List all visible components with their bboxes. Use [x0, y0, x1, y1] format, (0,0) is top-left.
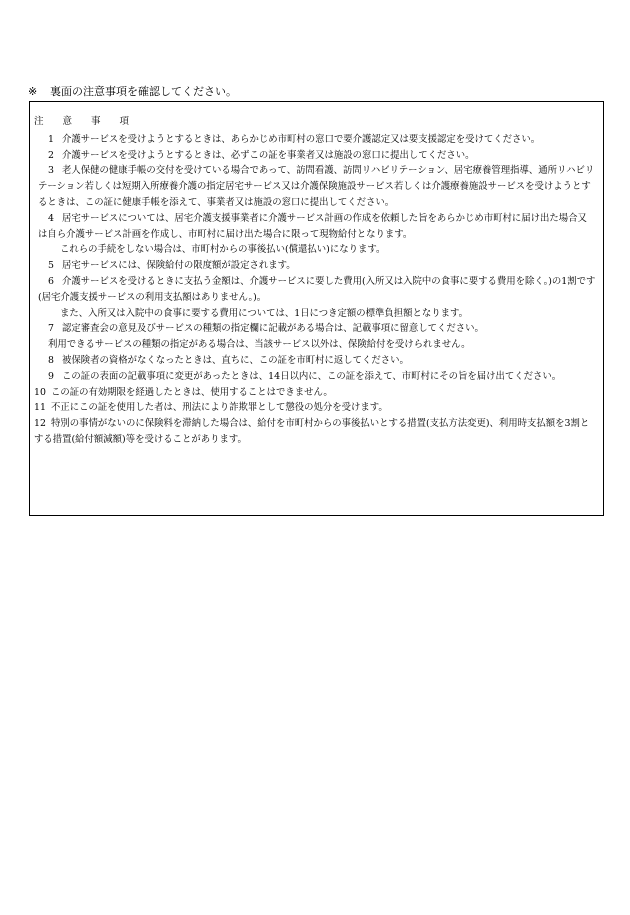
note-text: この証の有効期限を経過したときは、使用することはできません。	[50, 386, 333, 398]
note-text: これらの手続をしない場合は、市町村からの事後払い(償還払い)になります。	[60, 244, 386, 256]
notice-text: 裏面の注意事項を確認してください。	[50, 85, 237, 98]
note-number: 2	[48, 149, 54, 161]
note-item-7	[34, 321, 596, 337]
note-item-7-sub	[34, 337, 596, 353]
note-number: 4	[48, 212, 54, 224]
note-item-5	[34, 258, 596, 274]
note-text: 被保険者の資格がなくなったときは、直ちに、この証を市町村に返してください。	[62, 354, 409, 366]
note-item-6	[34, 274, 596, 306]
note-text: 特別の事情がないのに保険料を滞納した場合は、給付を市町村からの事後払いとする措置(支払方法変更)、利用時支払額を3割とする措置(給付額減額)等を受けることがあります。	[34, 418, 590, 445]
back-side-notice	[28, 85, 237, 99]
note-text: 居宅サービスについては、居宅介護支援事業者に介護サービス計画の作成を依頼した旨をあらかじめ市町村に届け出た場合又は自ら介護サービス計画を作成し、市町村に届け出た場合に限って現物給付となります。	[38, 212, 587, 240]
note-item-8	[34, 353, 596, 369]
note-number: 12	[34, 418, 46, 430]
note-text: 老人保健の健康手帳の交付を受けている場合であって、訪問看護、訪問リハビリテーション、居宅療養管理指導、通所リハビリテーション若しくは短期入所療養介護の指定居宅サービス又は介護保険施設サービス若しくは介護療養施設サービスを受けようとするときは、この証に健康手帳を添えて、事業者又は施設の窓口に提出してください。	[38, 165, 595, 208]
note-number: 10	[34, 386, 46, 398]
note-item-12	[34, 416, 596, 448]
note-item-4	[34, 211, 596, 243]
note-text: 認定審査会の意見及びサービスの種類の指定欄に記載がある場合は、記載事項に留意してください。	[62, 323, 484, 335]
note-text: 介護サービスを受けるときに支払う金額は、介護サービスに要した費用(入所又は入院中の食事に要する費用を除く。)の1割です(居宅介護支援サービスの利用支払額はありません。)。	[38, 275, 596, 303]
note-number: 11	[34, 402, 46, 414]
note-number: 9	[48, 370, 54, 382]
note-number: 8	[48, 354, 54, 366]
note-item-1	[34, 132, 596, 148]
note-text: 利用できるサービスの種類の指定がある場合は、当該サービス以外は、保険給付を受けられません。	[48, 339, 471, 351]
note-item-4-sub	[34, 242, 596, 258]
note-item-2	[34, 148, 596, 164]
note-item-11	[34, 400, 596, 416]
notes-box	[29, 101, 604, 516]
note-text: 介護サービスを受けようとするときは、必ずこの証を事業者又は施設の窓口に提出してください。	[62, 149, 475, 161]
note-number: 6	[48, 275, 54, 287]
note-number: 5	[48, 260, 54, 272]
note-item-9	[34, 369, 596, 385]
notes-title: 注 意 事 項	[34, 116, 138, 127]
note-text: 介護サービスを受けようとするときは、あらかじめ市町村の窓口で要介護認定又は要支援認定を受けてください。	[62, 133, 541, 145]
note-text: 居宅サービスには、保険給付の限度額が設定されます。	[62, 260, 296, 272]
note-number: 7	[48, 323, 54, 335]
note-text: また、入所又は入院中の食事に要する費用については、1日につき定額の標準負担額となります。	[60, 307, 468, 319]
note-number: 1	[48, 133, 54, 145]
note-item-3	[34, 163, 596, 210]
note-item-10	[34, 385, 596, 401]
note-text: この証の表面の記載事項に変更があったときは、14日以内に、この証を添えて、市町村にその旨を届け出てください。	[62, 370, 562, 382]
note-number: 3	[48, 165, 54, 177]
note-item-6-sub	[34, 306, 596, 322]
note-text: 不正にこの証を使用した者は、刑法により詐欺罪として懲役の処分を受けます。	[50, 402, 388, 414]
reference-mark: ※	[28, 85, 38, 98]
